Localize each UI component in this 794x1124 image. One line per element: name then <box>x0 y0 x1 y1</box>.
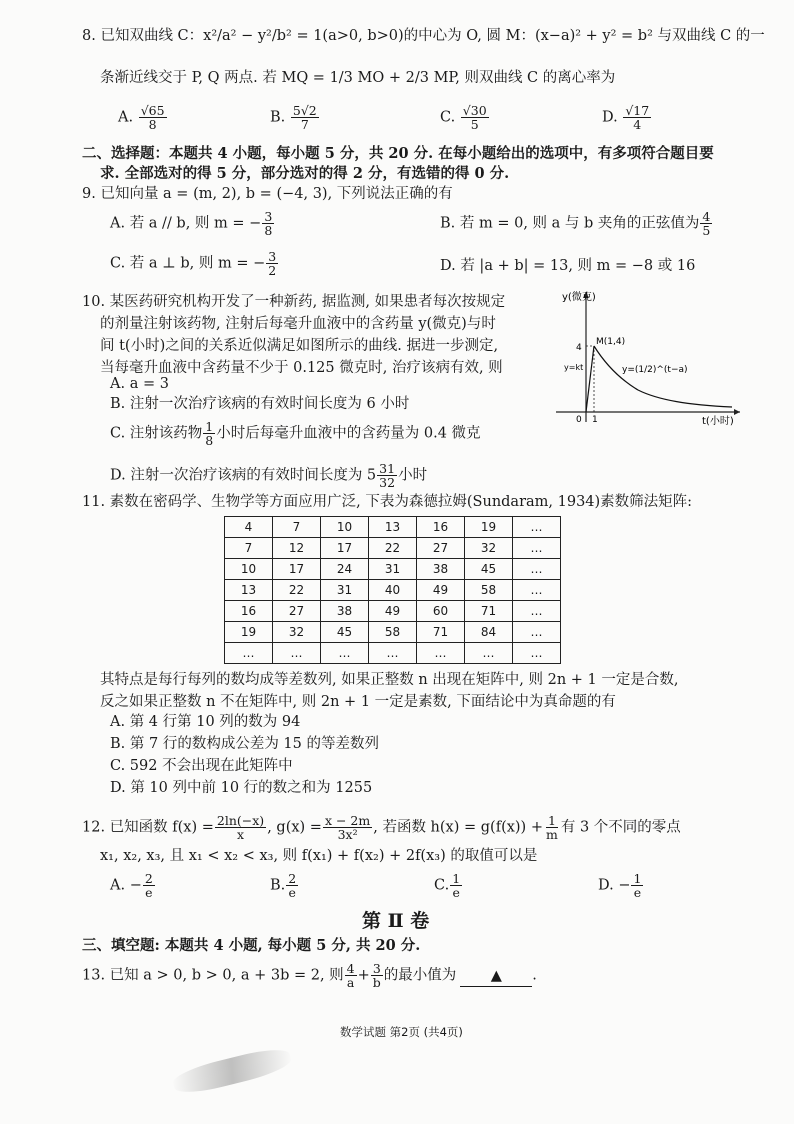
table-cell: 7 <box>225 538 273 559</box>
q12-option-a: A. − $\frac{2}{e}$ <box>110 871 153 900</box>
page-footer: 数学试题 第2页 (共4页) <box>340 1025 463 1039</box>
q11-option-c: C. 592 不会出现在此矩阵中 <box>110 758 293 774</box>
table-cell: 58 <box>465 580 513 601</box>
table-cell: … <box>273 643 321 664</box>
table-cell: … <box>513 643 561 664</box>
table-cell: 17 <box>273 559 321 580</box>
table-cell: … <box>321 643 369 664</box>
q11-after2: 反之如果正整数 n 不在矩阵中, 则 2n + 1 一定是素数, 下面结论中为真命题的有 <box>100 694 616 710</box>
table-cell: 27 <box>273 601 321 622</box>
table-cell: 71 <box>465 601 513 622</box>
q8-line1: 8. 已知双曲线 C：x²/a² − y²/b² = 1(a>0, b>0)的中心为 O, 圆 M：(x−a)² + y² = b² 与双曲线 C 的一 <box>82 28 765 44</box>
q11-option-d: D. 第 10 列中前 10 行的数之和为 1255 <box>110 780 373 796</box>
table-cell: … <box>513 622 561 643</box>
table-cell: 13 <box>225 580 273 601</box>
table-cell: 32 <box>273 622 321 643</box>
table-cell: … <box>465 643 513 664</box>
table-cell: 7 <box>273 517 321 538</box>
table-row <box>225 643 561 664</box>
table-cell: 31 <box>369 559 417 580</box>
table-cell: 31 <box>321 580 369 601</box>
table-row <box>225 538 561 559</box>
q11-option-a: A. 第 4 行第 10 列的数为 94 <box>110 714 301 730</box>
q12-line1: 12. 已知函数 f(x) = $\frac{2\ln(-x)}{x}$ , g(x) = $\frac{x - 2m}{\text{3x²}}$ , 若函数 h(x) = g(f(x)) + $\frac{1}{m}$ 有 3 个不同的零点 <box>82 813 681 842</box>
q10-option-a: A. a = 3 <box>110 376 169 392</box>
q10-line1: 10. 某医药研究机构开发了一种新药, 据监测, 如果患者每次按规定 <box>82 294 506 310</box>
table-cell: 22 <box>369 538 417 559</box>
y-axis-label: y(微克) <box>562 292 596 303</box>
q9-option-a: A. 若 a // b, 则 m = − $\frac{3}{8}$ <box>110 209 273 238</box>
table-row <box>225 517 561 538</box>
table-cell: … <box>513 538 561 559</box>
q9-option-b: B. 若 m = 0, 则 a 与 b 夹角的正弦值为 $\frac{4}{5}$ <box>440 209 711 238</box>
table-cell: 71 <box>417 622 465 643</box>
table-row <box>225 601 561 622</box>
rising-segment <box>586 346 594 412</box>
table-cell: 58 <box>369 622 417 643</box>
point-m-label: M(1,4) <box>596 337 626 347</box>
table-cell: 40 <box>369 580 417 601</box>
table-row <box>225 622 561 643</box>
table-cell: 32 <box>465 538 513 559</box>
q8-option-a: A. $\frac{√65}{8}$ <box>118 103 165 132</box>
table-cell: 12 <box>273 538 321 559</box>
section2-line1: 二、选择题：本题共 4 小题，每小题 5 分，共 20 分. 在每小题给出的选项中，有多项符合题目要 <box>82 145 714 162</box>
q10-option-b: B. 注射一次治疗该病的有效时间长度为 6 小时 <box>110 396 410 412</box>
q13-answer-blank[interactable]: ▲ <box>460 966 532 987</box>
q10-option-c: C. 注射该药物 $\frac{1}{8}$ 小时后每毫升血液中的含药量为 0.4 微克 <box>110 419 481 448</box>
scan-smudge <box>171 1044 294 1098</box>
q10-graph <box>548 286 748 426</box>
table-cell: … <box>513 580 561 601</box>
table-cell: … <box>513 601 561 622</box>
table-cell: 22 <box>273 580 321 601</box>
x-tick-label: 1 <box>592 415 598 425</box>
table-cell: 49 <box>417 580 465 601</box>
q11-option-b: B. 第 7 行的数构成公差为 15 的等差数列 <box>110 736 379 752</box>
t-axis-label: t(小时) <box>702 416 734 426</box>
q12-option-b: B. $\frac{2}{e}$ <box>270 871 297 900</box>
y-tick-label: 4 <box>576 343 582 353</box>
origin-label: 0 <box>576 415 582 425</box>
q9-option-c: C. 若 a ⊥ b, 则 m = − $\frac{3}{2}$ <box>110 249 277 278</box>
table-cell: 4 <box>225 517 273 538</box>
table-cell: 19 <box>225 622 273 643</box>
q10-option-d: D. 注射一次治疗该病的有效时间长度为 5 $\frac{31}{32}$ 小时 <box>110 461 428 490</box>
table-cell: 13 <box>369 517 417 538</box>
q10-line2: 的剂量注射该药物, 注射后每毫升血液中的含药量 y(微克)与时 <box>100 316 496 332</box>
table-cell: 45 <box>321 622 369 643</box>
table-cell: … <box>417 643 465 664</box>
table-cell: … <box>225 643 273 664</box>
q8-line2: 条渐近线交于 P, Q 两点. 若 MQ = 1/3 MO + 2/3 MP, 则双曲线 C 的离心率为 <box>100 70 616 86</box>
table-row <box>225 580 561 601</box>
right-formula: y=(1/2)^(t−a) <box>622 365 688 375</box>
q13-line: 13. 已知 a > 0, b > 0, a + 3b = 2, 则 $\frac{4}{a}$ + $\frac{3}{b}$ 的最小值为 ▲ . <box>82 961 537 990</box>
section2-line2: 求. 全部选对的得 5 分，部分选对的得 2 分，有选错的得 0 分. <box>100 165 510 182</box>
q11-after1: 其特点是每行每列的数均成等差数列, 如果正整数 n 出现在矩阵中, 则 2n + 1 一定是合数, <box>100 672 679 688</box>
table-cell: 38 <box>417 559 465 580</box>
table-cell: 19 <box>465 517 513 538</box>
q12-line2: x₁, x₂, x₃, 且 x₁ < x₂ < x₃, 则 f(x₁) + f(x₂) + 2f(x₃) 的取值可以是 <box>100 848 538 864</box>
table-row <box>225 559 561 580</box>
table-cell: 16 <box>417 517 465 538</box>
table-cell: 38 <box>321 601 369 622</box>
left-formula: y=kt <box>564 363 584 372</box>
sieve-matrix-table <box>224 516 561 664</box>
t-axis-arrow <box>734 409 740 415</box>
table-cell: 84 <box>465 622 513 643</box>
table-cell: 60 <box>417 601 465 622</box>
table-cell: 17 <box>321 538 369 559</box>
table-cell: 16 <box>225 601 273 622</box>
q9-stem: 9. 已知向量 a = (m, 2), b = (−4, 3), 下列说法正确的有 <box>82 186 453 202</box>
q10-line4: 当每毫升血液中含药量不少于 0.125 微克时, 治疗该病有效, 则 <box>100 360 503 376</box>
table-cell: 10 <box>225 559 273 580</box>
q8-option-c: C. $\frac{√30}{5}$ <box>440 103 487 132</box>
table-cell: 24 <box>321 559 369 580</box>
q12-option-c: C. $\frac{1}{e}$ <box>434 871 461 900</box>
table-cell: … <box>513 559 561 580</box>
q12-option-d: D. − $\frac{1}{e}$ <box>598 871 642 900</box>
q8-option-d: D. $\frac{√17}{4}$ <box>602 103 650 132</box>
table-cell: 10 <box>321 517 369 538</box>
table-cell: … <box>513 517 561 538</box>
part2-title: 第 Ⅱ 卷 <box>362 910 430 932</box>
q11-line1: 11. 素数在密码学、生物学等方面应用广泛, 下表为森德拉姆(Sundaram, 1934)素数筛法矩阵: <box>82 494 693 510</box>
table-cell: … <box>369 643 417 664</box>
decay-curve <box>594 346 732 407</box>
q9-option-d: D. 若 |a + b| = 13, 则 m = −8 或 16 <box>440 258 696 274</box>
q8-option-b: B. $\frac{5√2}{7}$ <box>270 103 317 132</box>
q10-line3: 间 t(小时)之间的关系近似满足如图所示的曲线. 据进一步测定, <box>100 338 499 354</box>
table-cell: 27 <box>417 538 465 559</box>
table-cell: 45 <box>465 559 513 580</box>
section3-line: 三、填空题: 本题共 4 小题, 每小题 5 分, 共 20 分. <box>82 937 421 954</box>
table-cell: 49 <box>369 601 417 622</box>
